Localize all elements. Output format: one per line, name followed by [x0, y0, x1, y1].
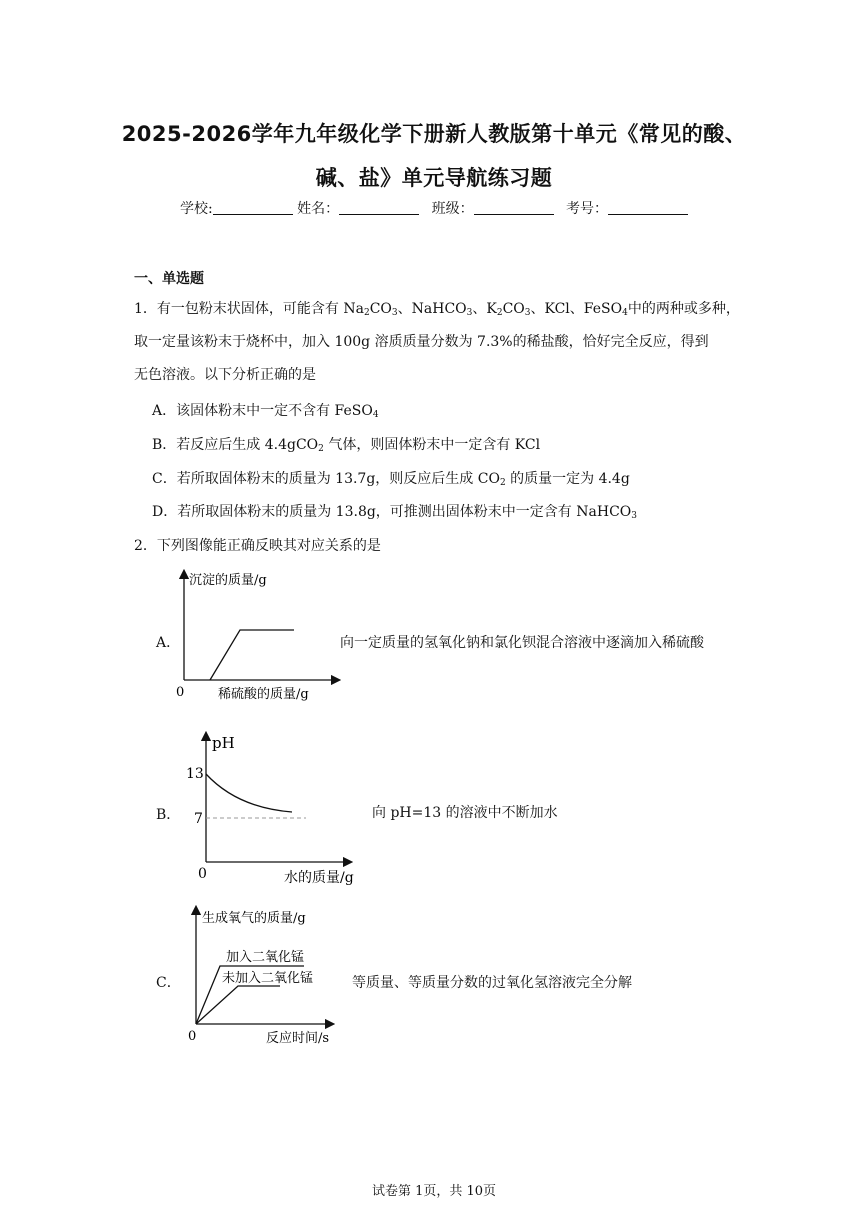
curve-label-without-mno2: 未加入二氧化锰 — [222, 971, 314, 986]
q2-stem: 2．下列图像能正确反映其对应关系的是 — [134, 538, 381, 554]
page-footer: 试卷第 1页，共 10页 — [371, 1184, 497, 1199]
q1-stem-line2: 取一定量该粉末于烧杯中，加入 100g 溶质质量分数为 7.3%的稀盐酸，恰好完全反应，得到 — [134, 334, 709, 350]
q1-stem-line1: 1．有一包粉末状固体，可能含有 $Na_2CO_3$、NaHCO$_3$、$K_2CO_3$、KCl、FeSO$_4$中的两种或多种， — [134, 301, 740, 318]
section-heading: 一、单选题 — [134, 271, 204, 287]
q2-option-a-graph — [160, 568, 350, 708]
tick-7: 7 — [194, 811, 203, 827]
q2-option-b-desc: 向 pH=13 的溶液中不断加水 — [372, 805, 558, 821]
y-axis-label: pH — [212, 734, 235, 752]
name-label: 姓名： — [297, 201, 340, 217]
q1-option-c[interactable]: C．若所取固体粉末的质量为 13.7g，则反应后生成 $CO_2$ 的质量一定为 4.4g — [152, 471, 630, 488]
page-title-line2: 碱、盐》单元导航练习题 — [315, 166, 553, 190]
student-info-row — [0, 198, 868, 218]
q2-option-c-graph — [180, 904, 350, 1046]
x-axis-label: 稀硫酸的质量/g — [218, 687, 309, 702]
y-axis-label: 生成氧气的质量/g — [202, 911, 306, 926]
origin-label: 0 — [176, 685, 185, 700]
q2-option-a-letter[interactable]: A． — [156, 635, 181, 651]
school-label: 学校: — [179, 201, 213, 217]
q1-option-d[interactable]: D．若所取固体粉末的质量为 13.8g，可推测出固体粉末中一定含有 NaHCO$_3$ — [152, 504, 637, 521]
tick-13: 13 — [186, 766, 204, 782]
curve-label-with-mno2: 加入二氧化锰 — [226, 950, 305, 965]
origin-label: 0 — [188, 1029, 197, 1044]
q2-option-c-letter[interactable]: C． — [156, 975, 181, 991]
name-blank[interactable] — [339, 200, 419, 215]
origin-label: 0 — [198, 866, 207, 882]
q1-stem-line3: 无色溶液。以下分析正确的是 — [134, 367, 316, 383]
school-blank[interactable] — [213, 200, 293, 215]
class-label: 班级： — [431, 201, 474, 217]
q1-option-a[interactable]: A．该固体粉末中一定不含有 FeSO$_4$ — [152, 403, 379, 420]
ph-curve — [206, 774, 292, 812]
class-blank[interactable] — [474, 200, 554, 215]
page-title-line1: 2025-2026学年九年级化学下册新人教版第十单元《常见的酸、 — [121, 122, 747, 146]
x-axis-label: 水的质量/g — [284, 870, 354, 886]
q2-option-c-desc: 等质量、等质量分数的过氧化氢溶液完全分解 — [352, 975, 632, 991]
q2-option-a-desc: 向一定质量的氢氧化钠和氯化钡混合溶液中逐滴加入稀硫酸 — [340, 635, 704, 651]
exam-no-blank[interactable] — [608, 200, 688, 215]
q2-option-b-graph — [180, 730, 370, 888]
q2-option-b-letter[interactable]: B． — [156, 807, 181, 823]
y-axis-label: 沉淀的质量/g — [189, 573, 267, 588]
x-axis-label: 反应时间/s — [266, 1031, 330, 1046]
without-mno2-curve — [196, 986, 280, 1024]
q1-option-b[interactable]: B．若反应后生成 4.4gCO$_2$ 气体，则固体粉末中一定含有 KCl — [152, 437, 541, 454]
precipitate-curve — [210, 630, 294, 680]
exam-no-label: 考号： — [566, 201, 609, 217]
